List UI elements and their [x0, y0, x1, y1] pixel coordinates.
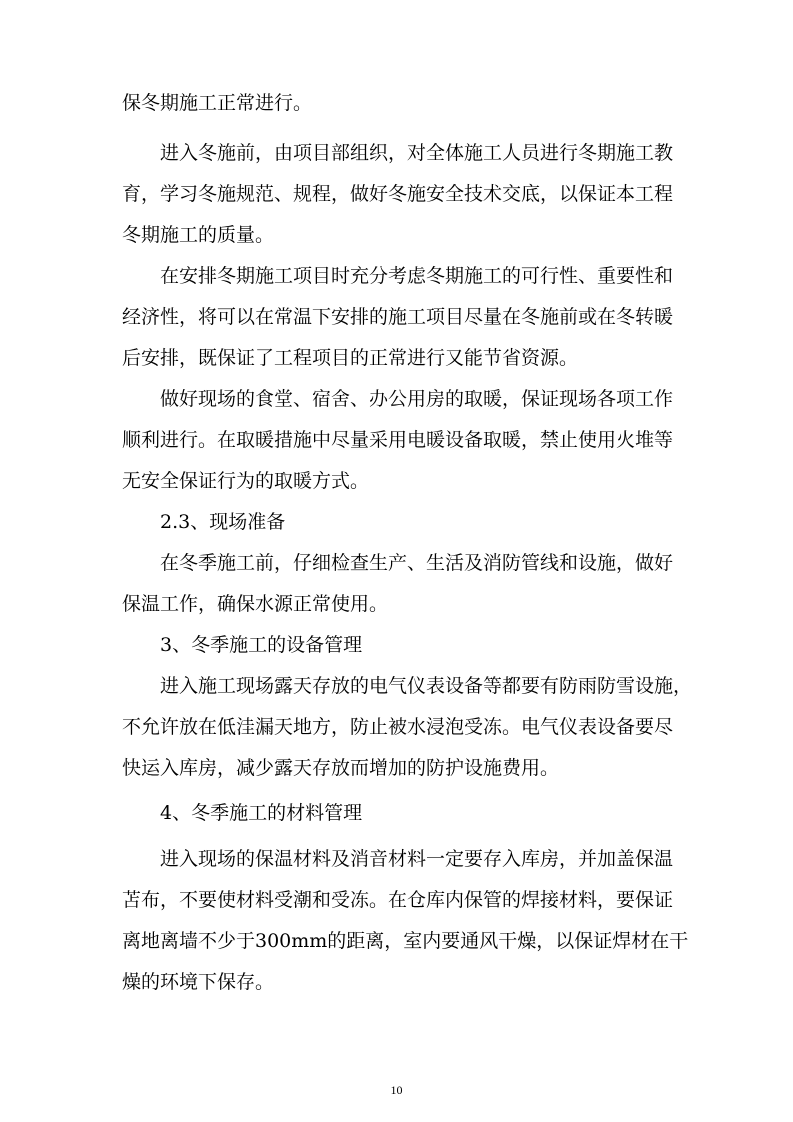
text-line: [0, 548, 793, 578]
text-line: [0, 302, 793, 332]
text-line: [0, 671, 793, 701]
line-text: 后安排，既保证了工程项目的正常进行又能节省资源。: [122, 347, 579, 369]
line-text: 进入冬施前，由项目部组织，对全体施工人员进行冬期施工教: [160, 142, 674, 164]
line-text: 进入现场的保温材料及消音材料一定要存入库房，并加盖保温: [160, 848, 674, 870]
text-line: [0, 138, 793, 168]
text-line: [0, 220, 793, 250]
text-line: [0, 88, 793, 118]
text-line: [0, 753, 793, 783]
line-text: 冬期施工的质量。: [122, 224, 275, 246]
text-line: [0, 343, 793, 373]
heading-text: 4、冬季施工的材料管理: [160, 802, 363, 824]
line-text: 顺利进行。在取暖措施中尽量采用电暖设备取暖，禁止使用火堆等: [122, 429, 674, 451]
text-line: [0, 844, 793, 874]
text-line: [0, 425, 793, 455]
line-text: 不允许放在低洼漏天地方，防止被水浸泡受冻。电气仪表设备要尽: [122, 716, 674, 738]
line-text: 育，学习冬施规范、规程，做好冬施安全技术交底，以保证本工程: [122, 183, 674, 205]
heading-text: 2.3、现场准备: [160, 511, 286, 533]
text-line: [0, 712, 793, 742]
text-line: [0, 466, 793, 496]
page-number: 10: [390, 1083, 403, 1097]
section-heading: [0, 798, 793, 828]
section-heading: [0, 507, 793, 537]
line-text: 做好现场的食堂、宿舍、办公用房的取暖，保证现场各项工作: [160, 388, 674, 410]
heading-text: 3、冬季施工的设备管理: [160, 634, 363, 656]
line-text: 进入施工现场露天存放的电气仪表设备等都要有防雨防雪设施，: [160, 675, 693, 697]
text-line: [0, 885, 793, 915]
section-heading: [0, 630, 793, 660]
line-text: 快运入库房，减少露天存放而增加的防护设施费用。: [122, 757, 560, 779]
line-text: 在安排冬期施工项目时充分考虑冬期施工的可行性、重要性和: [160, 265, 674, 287]
line-text: 经济性，将可以在常温下安排的施工项目尽量在冬施前或在冬转暖: [122, 306, 674, 328]
line-text: 无安全保证行为的取暖方式。: [122, 470, 370, 492]
line-text: 在冬季施工前，仔细检查生产、生活及消防管线和设施，做好: [160, 552, 674, 574]
line-text: 保温工作，确保水源正常使用。: [122, 593, 389, 615]
text-line: [0, 967, 793, 997]
text-line: [0, 589, 793, 619]
line-text: 苫布，不要使材料受潮和受冻。在仓库内保管的焊接材料，要保证: [122, 889, 674, 911]
text-line: [0, 384, 793, 414]
text-line: [0, 926, 793, 956]
text-line: [0, 179, 793, 209]
line-text: 燥的环境下保存。: [122, 971, 275, 993]
line-text: 离地离墙不少于300mm的距离，室内要通风干燥，以保证焊材在干: [122, 930, 689, 952]
line-text: 保冬期施工正常进行。: [122, 92, 313, 114]
text-line: [0, 261, 793, 291]
